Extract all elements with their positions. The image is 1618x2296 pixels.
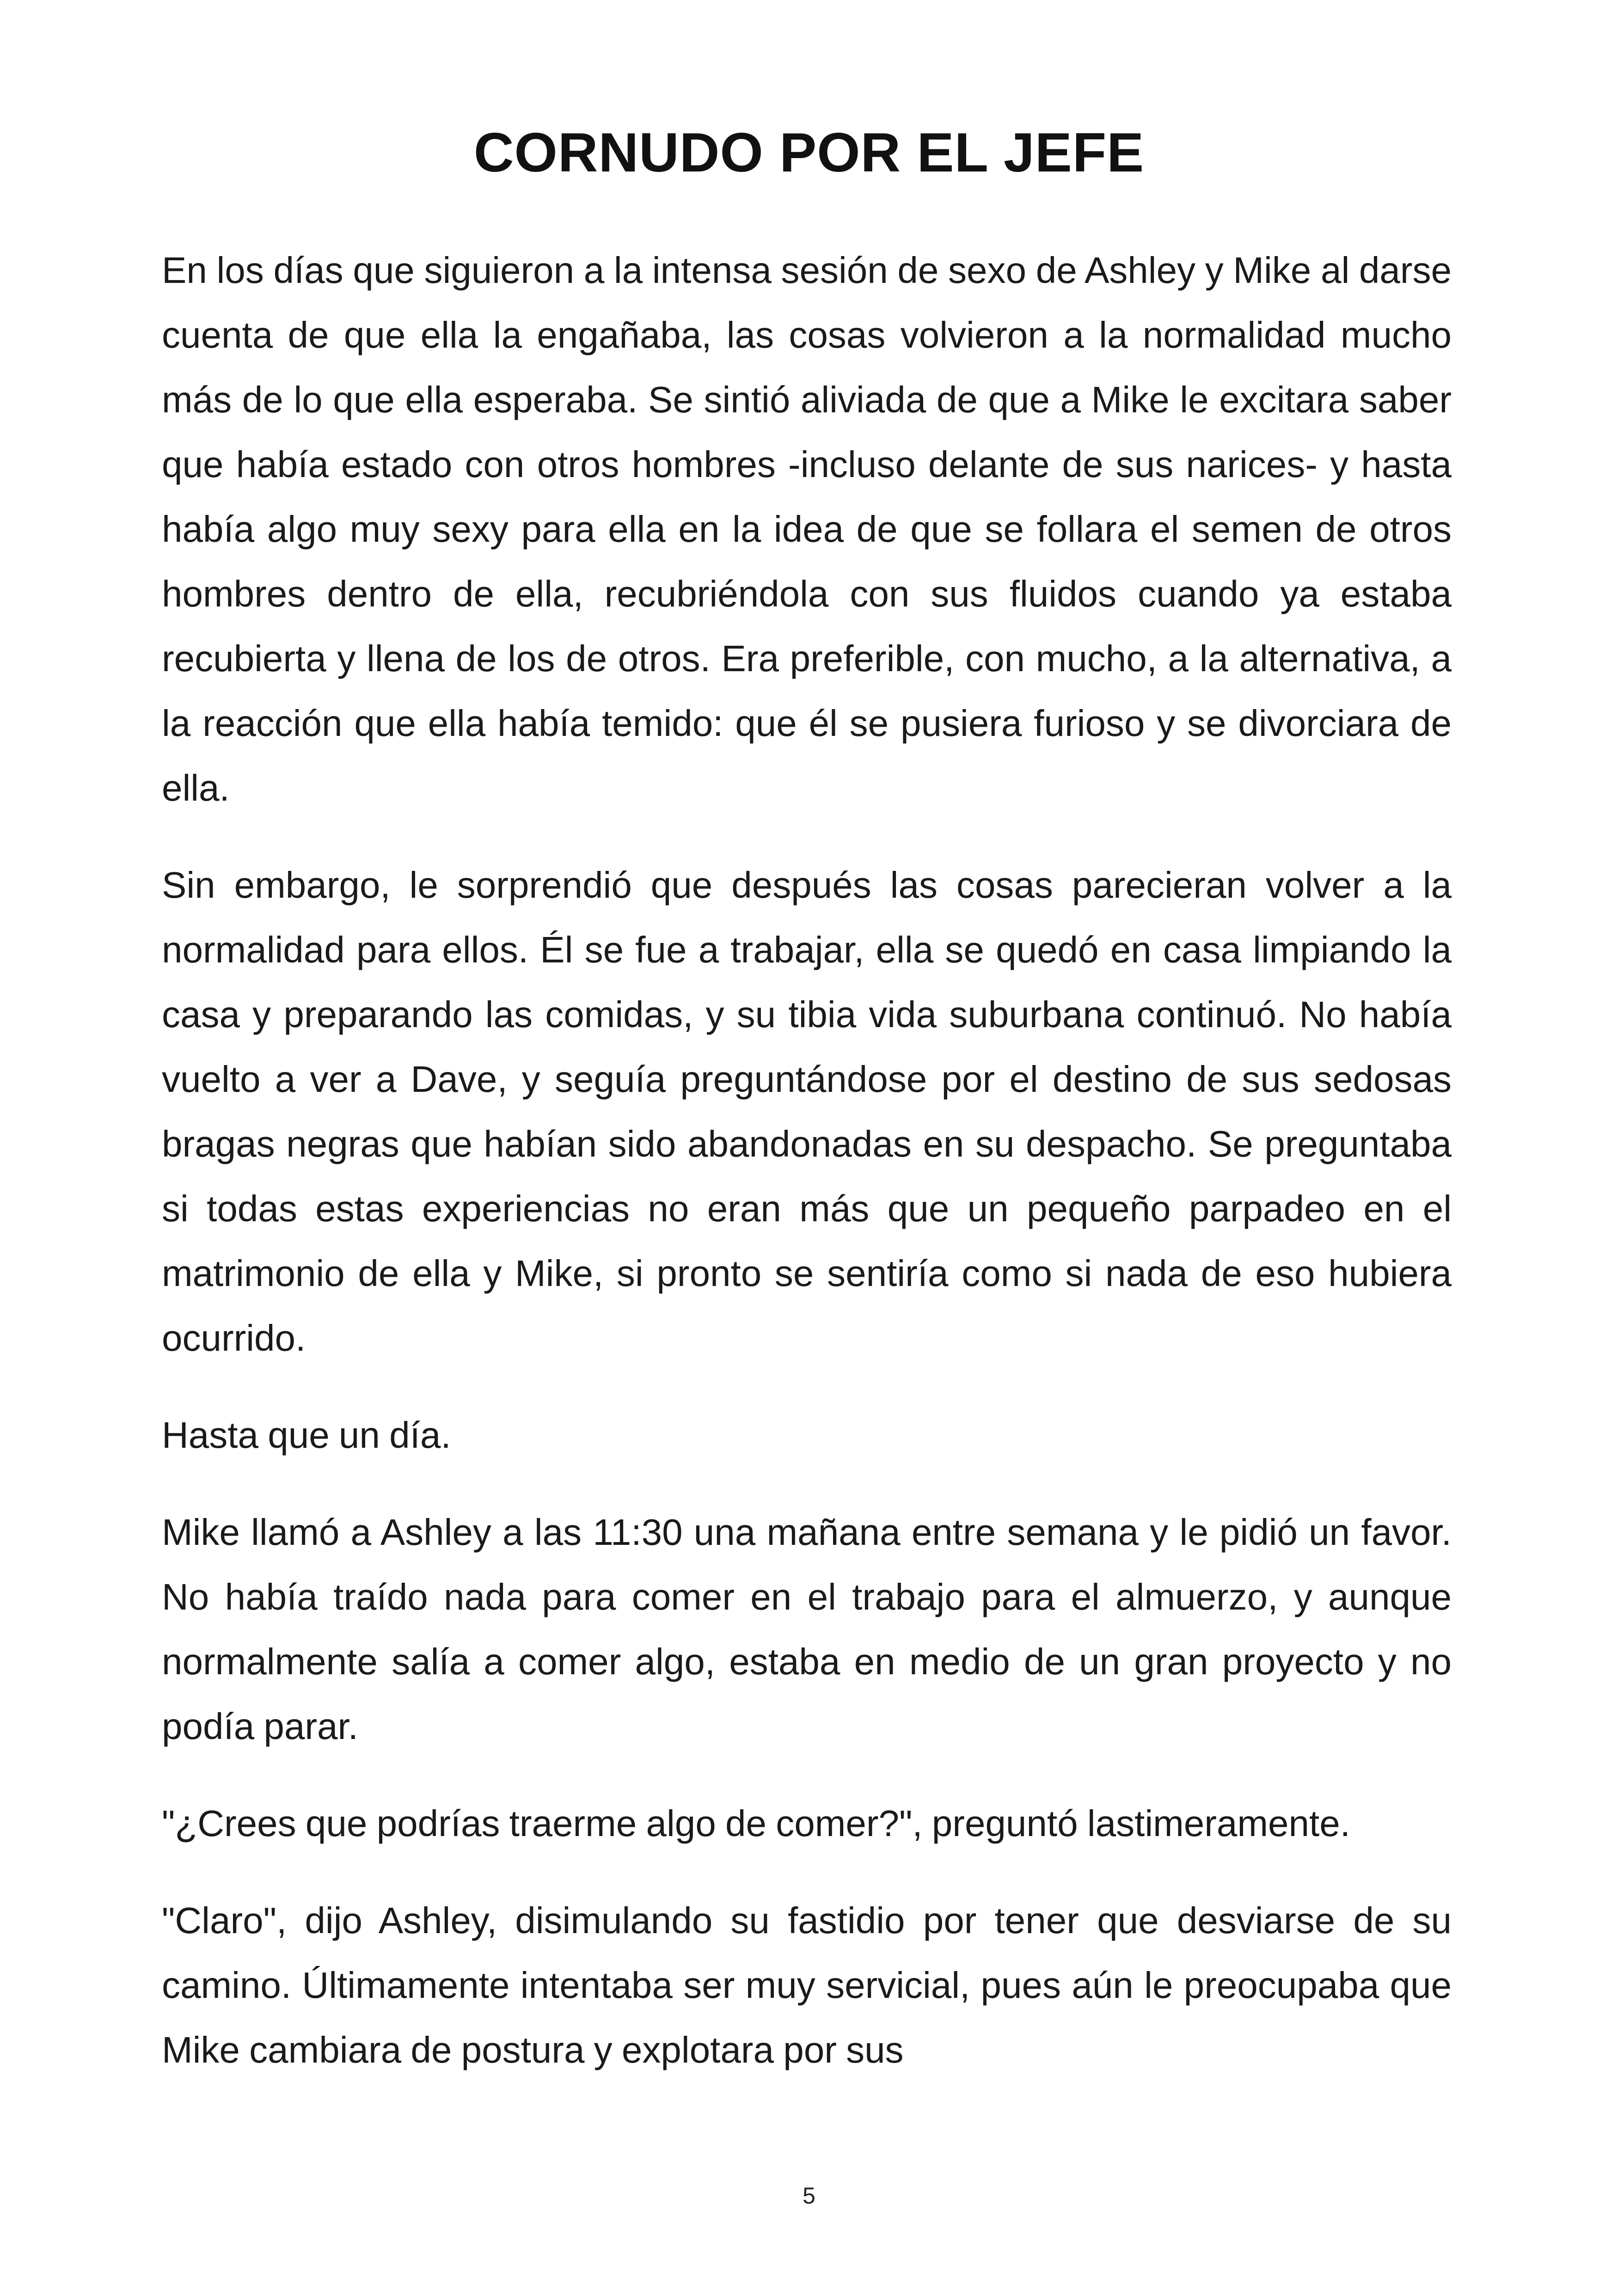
page-number: 5 xyxy=(803,2183,815,2209)
paragraph-5: "¿Crees que podrías traerme algo de comer?", preguntó lastimeramente. xyxy=(162,1803,1350,1844)
body-text xyxy=(162,238,1452,2115)
paragraph-3: Hasta que un día. xyxy=(162,1414,451,1456)
paragraph-1: En los días que siguieron a la intensa sesión de sexo de Ashley y Mike al darse cuenta de que ella la engañaba, las cosas volvieron a la normalidad mucho más de lo que ella esperaba. Se sintió aliviada de que a Mike le excitara saber que había estado con otros hombres -incluso delante de sus narices- y hasta había algo muy sexy para ella en la idea de que se follara el semen de otros hombres dentro de ella, recubriéndola con sus fluidos cuando ya estaba recubierta y llena de los de otros. Era preferible, con mucho, a la alternativa, a la reacción que ella había temido: que él se pusiera furioso y se divorciara de ella. xyxy=(162,250,1452,808)
paragraph-2: Sin embargo, le sorprendió que después las cosas parecieran volver a la normalidad para ellos. Él se fue a trabajar, ella se quedó en casa limpiando la casa y preparando las comidas, y su tibia vida suburbana continuó. No había vuelto a ver a Dave, y seguía preguntándose por el destino de sus sedosas bragas negras que habían sido abandonadas en su despacho. Se preguntaba si todas estas experiencias no eran más que un pequeño parpadeo en el matrimonio de ella y Mike, si pronto se sentiría como si nada de eso hubiera ocurrido. xyxy=(162,864,1452,1359)
chapter-title: CORNUDO POR EL JEFE xyxy=(473,122,1145,184)
paragraph-4: Mike llamó a Ashley a las 11:30 una mañana entre semana y le pidió un favor. No había traído nada para comer en el trabajo para el almuerzo, y aunque normalmente salía a comer algo, estaba en medio de un gran proyecto y no podía parar. xyxy=(162,1512,1452,1747)
paragraph-6: "Claro", dijo Ashley, disimulando su fastidio por tener que desviarse de su camino. Últimamente intentaba ser muy servicial, pues aún le preocupaba que Mike cambiara de postura y explotara por sus xyxy=(162,1900,1452,2070)
